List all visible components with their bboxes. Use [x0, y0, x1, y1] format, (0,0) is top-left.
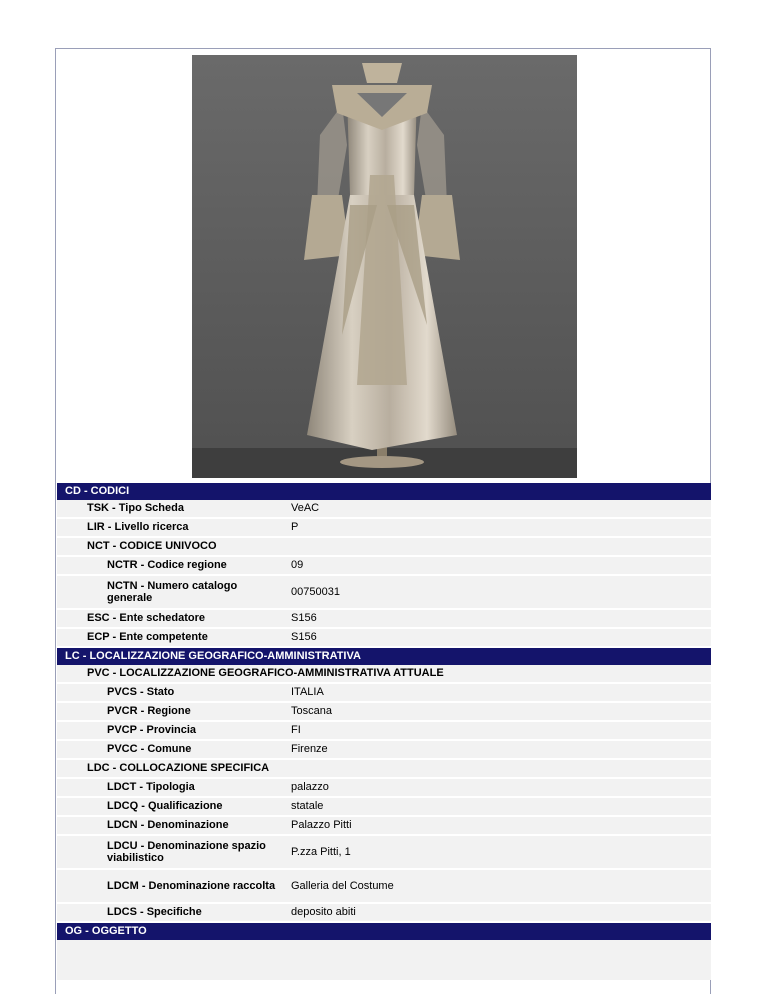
label-ldcn: LDCN - Denominazione [107, 819, 229, 831]
row-ldcq [57, 798, 711, 817]
row-ldcs [57, 904, 711, 923]
label-ldcq: LDCQ - Qualificazione [107, 800, 223, 812]
value-ldct: palazzo [291, 781, 329, 793]
label-lir: LIR - Livello ricerca [87, 521, 189, 533]
label-tsk: TSK - Tipo Scheda [87, 502, 184, 514]
section-cd-header: CD - CODICI [57, 483, 711, 500]
group-ldc: LDC - COLLOCAZIONE SPECIFICA [57, 760, 711, 779]
value-ldcs: deposito abiti [291, 906, 356, 918]
row-nctr [57, 557, 711, 576]
row-tsk [57, 500, 711, 519]
dress-photo [192, 55, 577, 478]
value-pvcs: ITALIA [291, 686, 324, 698]
catalog-table [57, 483, 711, 980]
value-ldcu: P.zza Pitti, 1 [291, 846, 351, 858]
row-esc [57, 610, 711, 629]
row-ldct [57, 779, 711, 798]
row-nctn [57, 576, 711, 610]
label-pvcr: PVCR - Regione [107, 705, 191, 717]
section-og-header: OG - OGGETTO [57, 923, 711, 940]
value-esc: S156 [291, 612, 317, 624]
value-nctn: 00750031 [291, 586, 340, 598]
label-ecp: ECP - Ente competente [87, 631, 208, 643]
og-content-placeholder [57, 940, 711, 980]
section-lc-header: LC - LOCALIZZAZIONE GEOGRAFICO-AMMINISTRATIVA [57, 648, 711, 665]
value-pvcr: Toscana [291, 705, 332, 717]
value-lir: P [291, 521, 299, 533]
dress-illustration [192, 55, 577, 478]
row-ldcn [57, 817, 711, 836]
value-ecp: S156 [291, 631, 317, 643]
label-esc: ESC - Ente schedatore [87, 612, 205, 624]
label-ldcs: LDCS - Specifiche [107, 906, 202, 918]
value-tsk: VeAC [291, 502, 320, 514]
value-pvcc: Firenze [291, 743, 328, 755]
value-ldcn: Palazzo Pitti [291, 819, 352, 831]
label-pvcp: PVCP - Provincia [107, 724, 197, 736]
row-pvcc [57, 741, 711, 760]
row-pvcp [57, 722, 711, 741]
value-pvcp: FI [291, 724, 301, 736]
label-pvcs: PVCS - Stato [107, 686, 175, 698]
label-nctn: NCTN - Numero catalogo generale [107, 580, 238, 604]
value-ldcq: statale [291, 800, 324, 812]
label-ldct: LDCT - Tipologia [107, 781, 195, 793]
label-ldcm: LDCM - Denominazione raccolta [107, 880, 276, 892]
row-pvcr [57, 703, 711, 722]
label-pvcc: PVCC - Comune [107, 743, 192, 755]
row-pvcs [57, 684, 711, 703]
row-lir [57, 519, 711, 538]
row-ldcu [57, 836, 711, 870]
record-frame [55, 48, 711, 994]
label-nctr: NCTR - Codice regione [107, 559, 227, 571]
row-ldcm [57, 870, 711, 904]
group-pvc: PVC - LOCALIZZAZIONE GEOGRAFICO-AMMINISTRATIVA ATTUALE [57, 665, 711, 684]
group-nct: NCT - CODICE UNIVOCO [57, 538, 711, 557]
value-ldcm: Galleria del Costume [291, 880, 394, 892]
label-ldcu: LDCU - Denominazione spazio viabilistico [107, 840, 266, 864]
row-ecp [57, 629, 711, 648]
value-nctr: 09 [291, 559, 304, 571]
